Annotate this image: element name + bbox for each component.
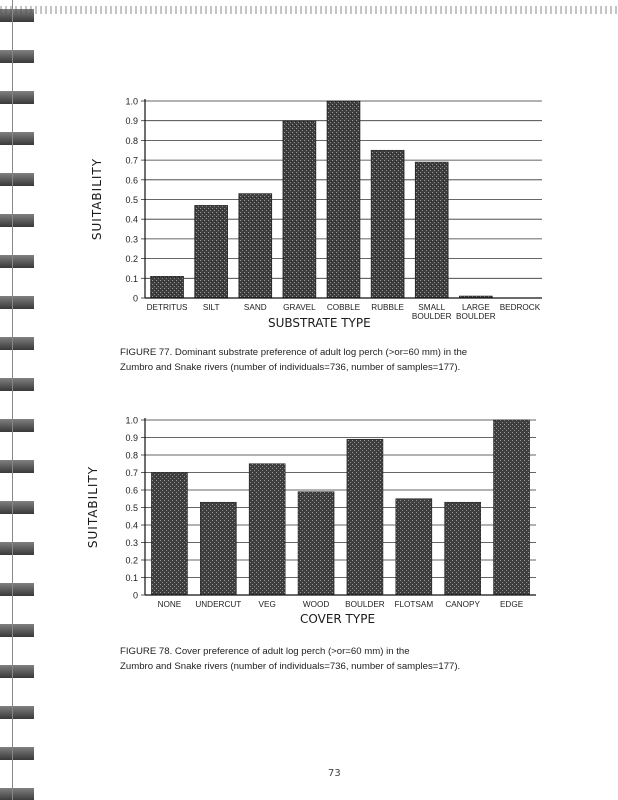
bar — [396, 499, 432, 595]
bar — [200, 502, 236, 595]
x-tick-label: BOULDER — [345, 600, 385, 609]
caption-line: Zumbro and Snake rivers (number of individuals=736, number of samples=177). — [120, 661, 461, 672]
y-tick-label: 0 — [132, 293, 138, 304]
y-tick-label: 0.8 — [125, 135, 138, 146]
bar — [249, 464, 285, 595]
y-axis-title: SUITABILITY — [86, 465, 100, 549]
y-tick-label: 0.7 — [125, 155, 138, 166]
bar — [445, 502, 481, 595]
x-tick-label: BOULDER — [411, 312, 452, 321]
bar — [494, 420, 530, 595]
y-tick-label: 0.8 — [125, 450, 138, 461]
y-tick-label: 0.2 — [125, 555, 138, 566]
y-tick-label: 1.0 — [125, 415, 138, 426]
page-number: 73 — [328, 768, 341, 779]
x-tick-label: UNDERCUT — [195, 600, 242, 609]
x-tick-label: BEDROCK — [499, 303, 541, 312]
x-tick-label: DETRITUS — [146, 303, 188, 312]
x-tick-label: SAND — [243, 303, 267, 312]
y-tick-label: 0.4 — [125, 520, 138, 531]
y-axis-title: SUITABILITY — [90, 157, 104, 241]
x-tick-label: BOULDER — [456, 312, 496, 321]
x-axis-title: COVER TYPE — [300, 612, 376, 626]
y-tick-label: 0.7 — [125, 468, 138, 478]
y-tick-label: 0.6 — [125, 175, 138, 186]
chart-plot-1 — [125, 416, 536, 610]
x-tick-label: GRAVEL — [283, 303, 316, 312]
x-tick-label: EDGE — [499, 600, 524, 609]
y-tick-label: 0.6 — [125, 485, 138, 496]
y-tick-label: 0.1 — [125, 573, 138, 583]
y-tick-label: 0.5 — [125, 195, 138, 205]
y-tick-label: 0.3 — [125, 538, 138, 548]
x-tick-label: SILT — [202, 303, 220, 312]
y-tick-label: 0.3 — [125, 234, 138, 245]
y-tick-label: 0.2 — [125, 254, 138, 265]
x-tick-label: COBBLE — [326, 303, 361, 312]
x-tick-label: WOOD — [302, 600, 330, 609]
y-tick-label: 0.1 — [125, 273, 138, 284]
x-tick-label: CANOPY — [445, 600, 480, 609]
y-tick-label: 0.5 — [125, 503, 138, 513]
y-tick-label: 1.0 — [125, 96, 138, 107]
y-tick-label: 0 — [132, 590, 138, 601]
caption-line: FIGURE 78. Cover preference of adult log perch (>or=60 mm) in the — [120, 646, 410, 657]
caption-line: Zumbro and Snake rivers (number of individuals=736, number of samples=177). — [120, 362, 461, 373]
y-tick-label: 0.9 — [125, 116, 138, 127]
bar — [347, 439, 383, 595]
x-tick-label: SMALL — [418, 303, 446, 312]
figure-78-caption — [120, 644, 550, 674]
bar — [298, 492, 334, 595]
x-tick-label: FLOTSAM — [394, 600, 434, 609]
x-tick-label: VEG — [258, 600, 276, 609]
y-tick-label: 0.9 — [125, 433, 138, 443]
x-tick-label: RUBBLE — [371, 303, 404, 312]
x-tick-label: NONE — [157, 600, 182, 609]
x-axis-title: SUBSTRATE TYPE — [268, 316, 371, 330]
bar — [151, 473, 187, 596]
x-tick-label: LARGE — [461, 303, 490, 312]
y-tick-label: 0.4 — [125, 214, 138, 225]
caption-line: FIGURE 77. Dominant substrate preference of adult log perch (>or=60 mm) in the — [120, 347, 468, 358]
